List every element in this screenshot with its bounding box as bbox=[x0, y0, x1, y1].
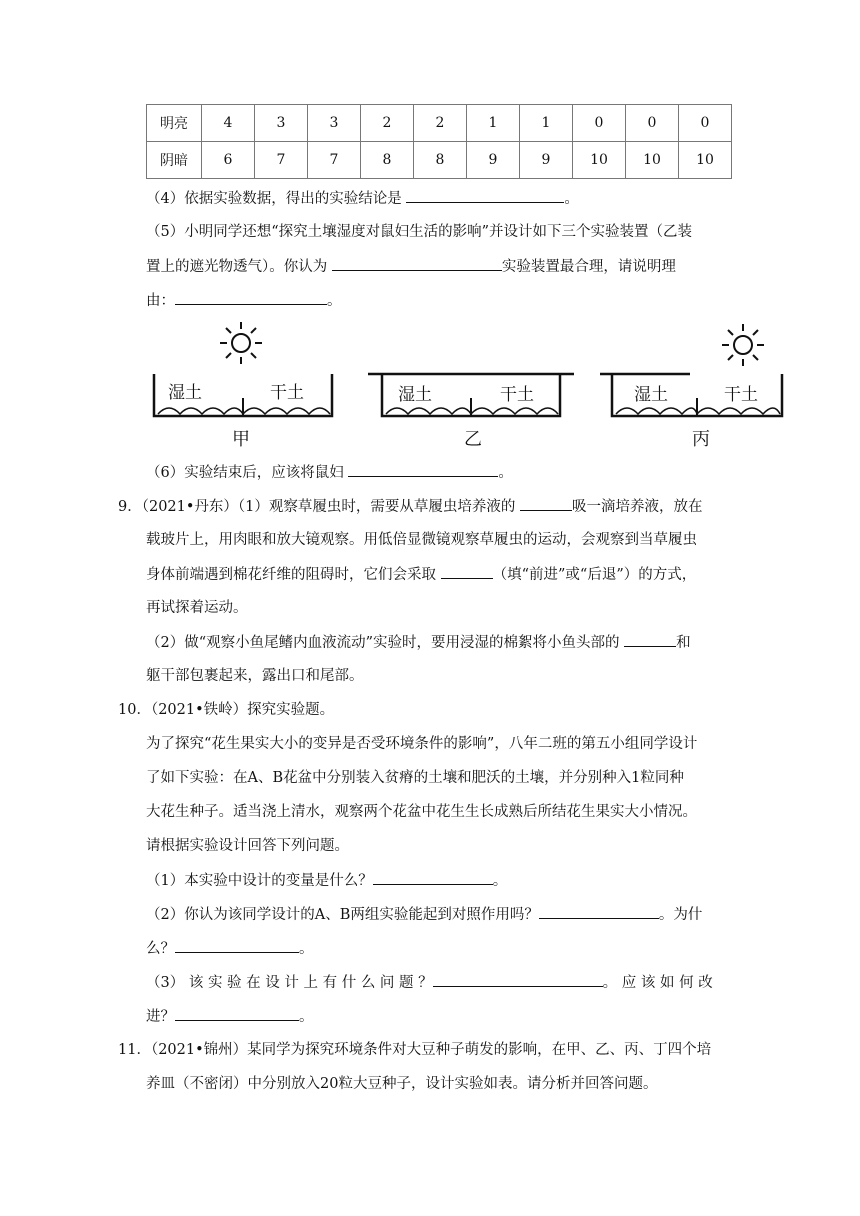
q10-improve-tail: 。 bbox=[299, 1009, 314, 1025]
q9-text-6: 和 bbox=[676, 635, 691, 651]
dry-soil-label: 干土 bbox=[500, 385, 534, 405]
question-4 bbox=[146, 188, 579, 209]
table-cell: 8 bbox=[361, 142, 414, 179]
sun-icon bbox=[218, 320, 264, 366]
q10-sub1-tail: 。 bbox=[492, 873, 508, 889]
answer-blank[interactable] bbox=[441, 564, 493, 579]
q9-text-4: （填“前进”或“后退”）的方式， bbox=[492, 567, 697, 583]
answer-blank[interactable] bbox=[406, 188, 564, 203]
q4-text: （4）依据实验数据，得出的实验结论是 bbox=[146, 191, 402, 207]
question-9-line4: 再试探着运动。 bbox=[146, 600, 248, 616]
table-cell: 10 bbox=[626, 142, 679, 179]
question-9-line1 bbox=[118, 496, 703, 517]
q9-text-5: （2）做“观察小鱼尾鳍内血液流动”实验时，要用浸湿的棉絮将小鱼头部的 bbox=[146, 635, 620, 651]
answer-blank[interactable] bbox=[175, 290, 327, 305]
question-10-sub2-cont bbox=[146, 938, 314, 959]
answer-blank[interactable] bbox=[433, 972, 603, 987]
question-10-sub3-cont bbox=[146, 1006, 314, 1027]
answer-blank[interactable] bbox=[348, 462, 498, 477]
q6-tail: 。 bbox=[498, 465, 513, 481]
q10-why-label: 么？ bbox=[146, 941, 175, 957]
table-cell: 0 bbox=[679, 105, 732, 142]
question-10-line4: 大花生种子。适当浇上清水，观察两个花盆中花生生长成熟后所结花生果实大小情况。 bbox=[146, 804, 697, 820]
question-10-line3: 了如下实验：在A、B花盆中分别装入贫瘠的土壤和肥沃的土壤，并分别种入1粒同种 bbox=[146, 770, 684, 786]
question-11-line1: 11．（2021•锦州）某同学为探究环境条件对大豆种子萌发的影响，在甲、乙、丙、丁四个培 bbox=[118, 1042, 712, 1058]
q10-sub2-text: （2）你认为该同学设计的A、B两组实验能起到对照作用吗？ bbox=[146, 907, 539, 923]
q10-sub3-text: （3） 该 实 验 在 设 计 上 有 什 么 问 题 ？ bbox=[146, 975, 433, 991]
table-cell: 0 bbox=[573, 105, 626, 142]
answer-blank[interactable] bbox=[175, 1006, 299, 1021]
row-label: 阴暗 bbox=[147, 142, 202, 179]
q9-text: 9．（2021•丹东）（1）观察草履虫时，需要从草履虫培养液的 bbox=[118, 499, 516, 515]
q5-text: 置上的遮光物透气）。你认为 bbox=[146, 259, 328, 275]
table-cell: 2 bbox=[414, 105, 467, 142]
table-row bbox=[147, 142, 732, 179]
table-cell: 7 bbox=[308, 142, 361, 179]
question-10-sub3 bbox=[146, 972, 713, 993]
table-cell: 6 bbox=[202, 142, 255, 179]
question-9-line2: 载玻片上，用肉眼和放大镜观察。用低倍显微镜观察草履虫的运动，会观察到当草履虫 bbox=[146, 532, 697, 548]
question-6 bbox=[146, 462, 513, 483]
q10-improve-label: 进？ bbox=[146, 1009, 175, 1025]
q9-text-3: 身体前端遇到棉花纤维的阻碍时，它们会采取 bbox=[146, 567, 436, 583]
question-9-line6: 躯干部包裹起来，露出口和尾部。 bbox=[146, 668, 364, 684]
answer-blank[interactable] bbox=[332, 256, 502, 271]
question-5-line3 bbox=[146, 290, 342, 311]
setup-bing-box bbox=[600, 370, 794, 420]
q9-text-2: 吸一滴培养液，放在 bbox=[572, 499, 703, 515]
question-9-line5 bbox=[146, 632, 691, 653]
row-label: 明亮 bbox=[147, 105, 202, 142]
q5-tail: 。 bbox=[327, 293, 342, 309]
question-5-line2 bbox=[146, 256, 676, 277]
table-row bbox=[147, 105, 732, 142]
table-cell: 9 bbox=[520, 142, 573, 179]
answer-blank[interactable] bbox=[520, 496, 572, 511]
q5-reason-label: 由： bbox=[146, 293, 175, 309]
q4-tail: 。 bbox=[564, 191, 579, 207]
caption-bing: 丙 bbox=[692, 429, 710, 450]
answer-blank[interactable] bbox=[624, 632, 676, 647]
question-5-line1: （5）小明同学还想“探究土壤湿度对鼠妇生活的影响”并设计如下三个实验装置（乙装 bbox=[146, 224, 693, 240]
answer-blank[interactable] bbox=[539, 904, 659, 919]
q10-sub3-tail: 。 应 该 如 何 改 bbox=[602, 975, 713, 991]
dry-soil-label: 干土 bbox=[270, 383, 304, 403]
table-cell: 7 bbox=[255, 142, 308, 179]
table-cell: 1 bbox=[467, 105, 520, 142]
table-cell: 10 bbox=[679, 142, 732, 179]
question-11-line2: 养皿（不密闭）中分别放入20粒大豆种子，设计实验如表。请分析并回答问题。 bbox=[146, 1076, 658, 1092]
sun-icon bbox=[720, 322, 766, 368]
table-cell: 1 bbox=[520, 105, 573, 142]
question-10-sub2 bbox=[146, 904, 702, 925]
table-cell: 4 bbox=[202, 105, 255, 142]
q10-why-tail: 。 bbox=[299, 941, 314, 957]
q5-text-2: 实验装置最合理，请说明理 bbox=[501, 259, 676, 275]
table-cell: 3 bbox=[308, 105, 361, 142]
question-10-line2: 为了探究“花生果实大小的变异是否受环境条件的影响”，八年二班的第五小组同学设计 bbox=[146, 736, 698, 752]
wet-soil-label: 湿土 bbox=[634, 385, 668, 405]
q10-sub1-text: （1）本实验中设计的变量是什么？ bbox=[146, 873, 373, 889]
question-9-line3 bbox=[146, 564, 696, 585]
answer-blank[interactable] bbox=[175, 938, 299, 953]
wet-soil-label: 湿土 bbox=[398, 385, 432, 405]
light-dark-table bbox=[146, 104, 732, 179]
caption-yi: 乙 bbox=[464, 429, 482, 450]
table-cell: 2 bbox=[361, 105, 414, 142]
table-cell: 10 bbox=[573, 142, 626, 179]
dry-soil-label: 干土 bbox=[724, 385, 758, 405]
table-cell: 0 bbox=[626, 105, 679, 142]
table-cell: 3 bbox=[255, 105, 308, 142]
caption-jia: 甲 bbox=[232, 429, 250, 450]
table-cell: 8 bbox=[414, 142, 467, 179]
question-10-line5: 请根据实验设计回答下列问题。 bbox=[146, 838, 349, 854]
wet-soil-label: 湿土 bbox=[168, 383, 202, 403]
question-10-sub1 bbox=[146, 870, 507, 891]
question-10-title: 10．（2021•铁岭）探究实验题。 bbox=[118, 702, 335, 718]
table-cell: 9 bbox=[467, 142, 520, 179]
q6-text: （6）实验结束后，应该将鼠妇 bbox=[146, 465, 344, 481]
answer-blank[interactable] bbox=[373, 870, 493, 885]
q10-sub2-tail: 。为什 bbox=[658, 907, 703, 923]
